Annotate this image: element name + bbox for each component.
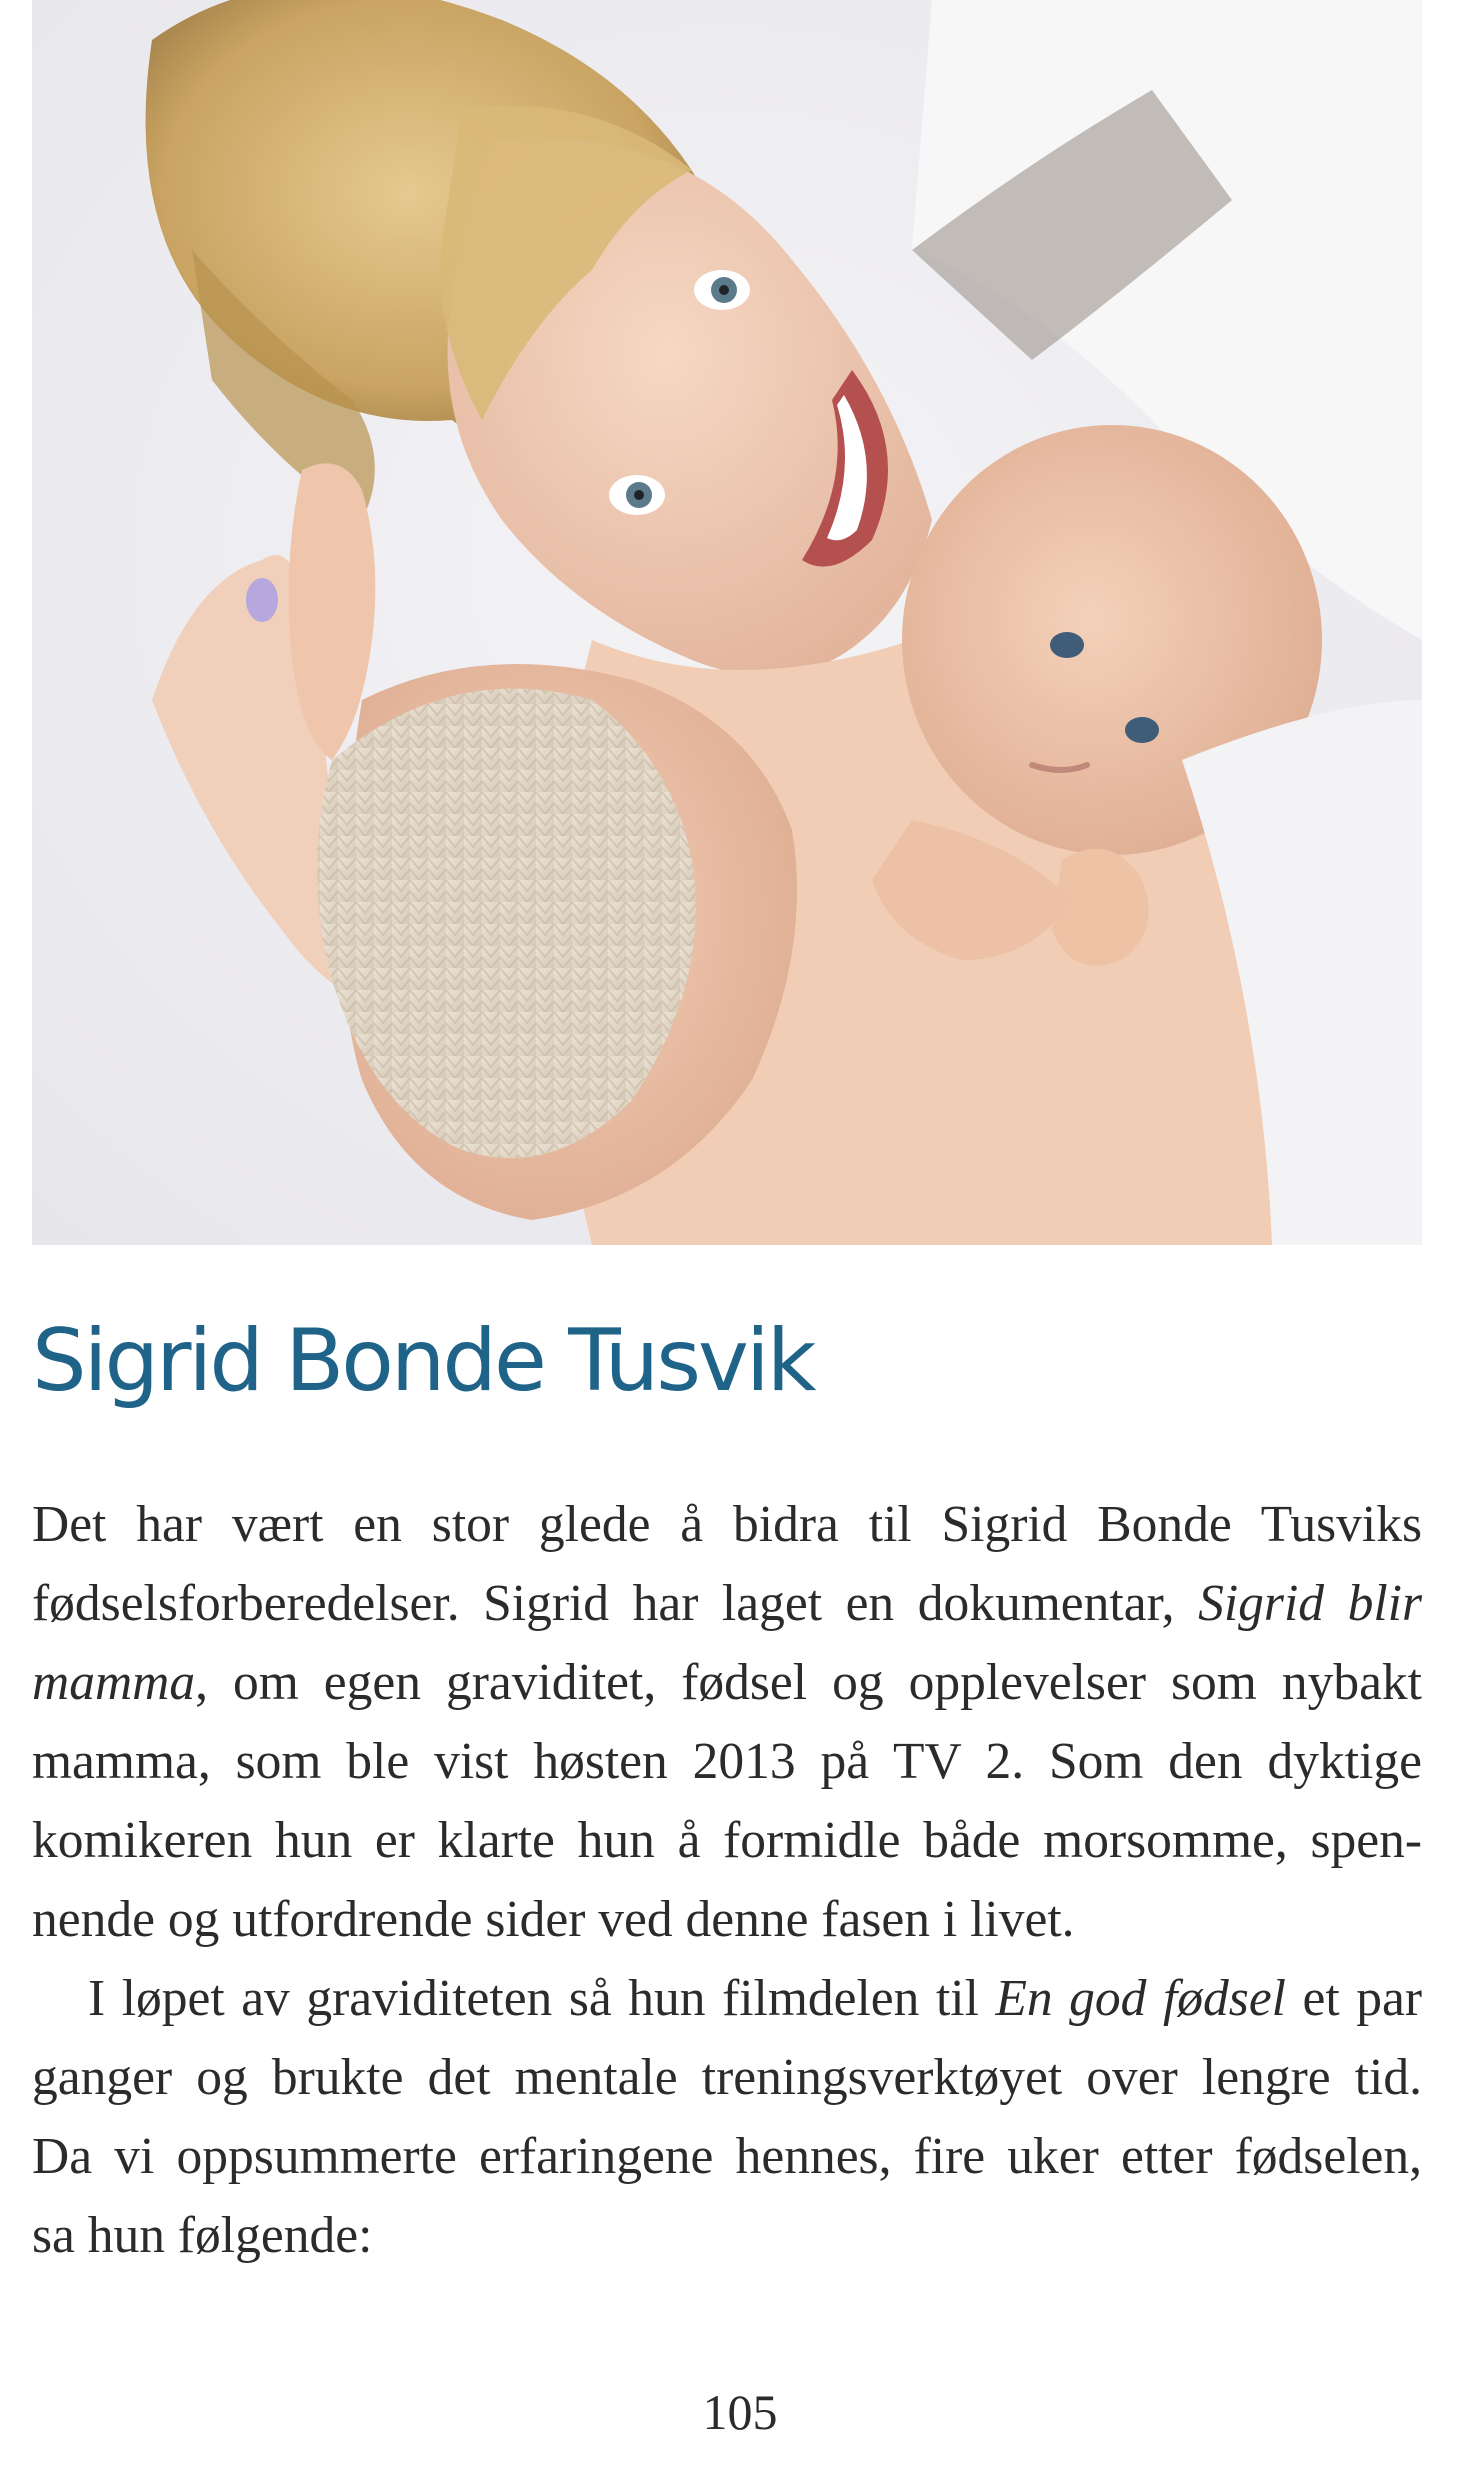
page-number: 105 — [702, 2384, 778, 2440]
text-segment: fødselsforberedelser. Sigrid har laget en dokumentar, — [32, 1575, 1175, 1632]
text-line — [32, 1643, 1422, 1722]
film-title-italic: Sigrid blir — [1198, 1575, 1422, 1632]
film-title-italic: mamma — [32, 1654, 196, 1711]
mother-and-baby-photo — [32, 0, 1422, 1245]
body-text — [32, 1485, 1422, 2275]
text-segment: mamma, som ble vist høsten 2013 på TV 2. Som den dyktige — [32, 1733, 1422, 1790]
text-segment: komikeren hun er klarte hun å formidle både morsomme, spen- — [32, 1812, 1422, 1869]
text-line — [32, 1880, 1422, 1959]
text-line — [32, 1959, 1422, 2038]
text-segment: sa hun følgende: — [32, 2207, 373, 2264]
text-segment: I løpet av graviditeten så hun filmdelen til — [88, 1970, 979, 2027]
book-title-italic: En god fødsel — [995, 1970, 1286, 2027]
text-line — [32, 2038, 1422, 2117]
text-line — [32, 1722, 1422, 1801]
text-segment: ganger og brukte det mentale treningsverktøyet over lengre tid. — [32, 2049, 1422, 2106]
text-line — [32, 1801, 1422, 1880]
text-segment: et par — [1302, 1970, 1423, 2027]
text-segment: Da vi oppsummerte erfaringene hennes, fire uker etter fødselen, — [32, 2128, 1422, 2185]
text-line — [32, 1564, 1422, 1643]
text-line — [32, 2117, 1422, 2196]
text-segment: Det har vært en stor glede å bidra til Sigrid Bonde Tusviks — [32, 1496, 1422, 1553]
page-title: Sigrid Bonde Tusvik — [32, 1311, 814, 1411]
text-line — [32, 2196, 1422, 2275]
text-segment: , om egen graviditet, fødsel og opplevelser som nybakt — [195, 1654, 1422, 1711]
text-line — [32, 1485, 1422, 1564]
text-segment: nende og utfordrende sider ved denne fasen i livet. — [32, 1891, 1075, 1948]
